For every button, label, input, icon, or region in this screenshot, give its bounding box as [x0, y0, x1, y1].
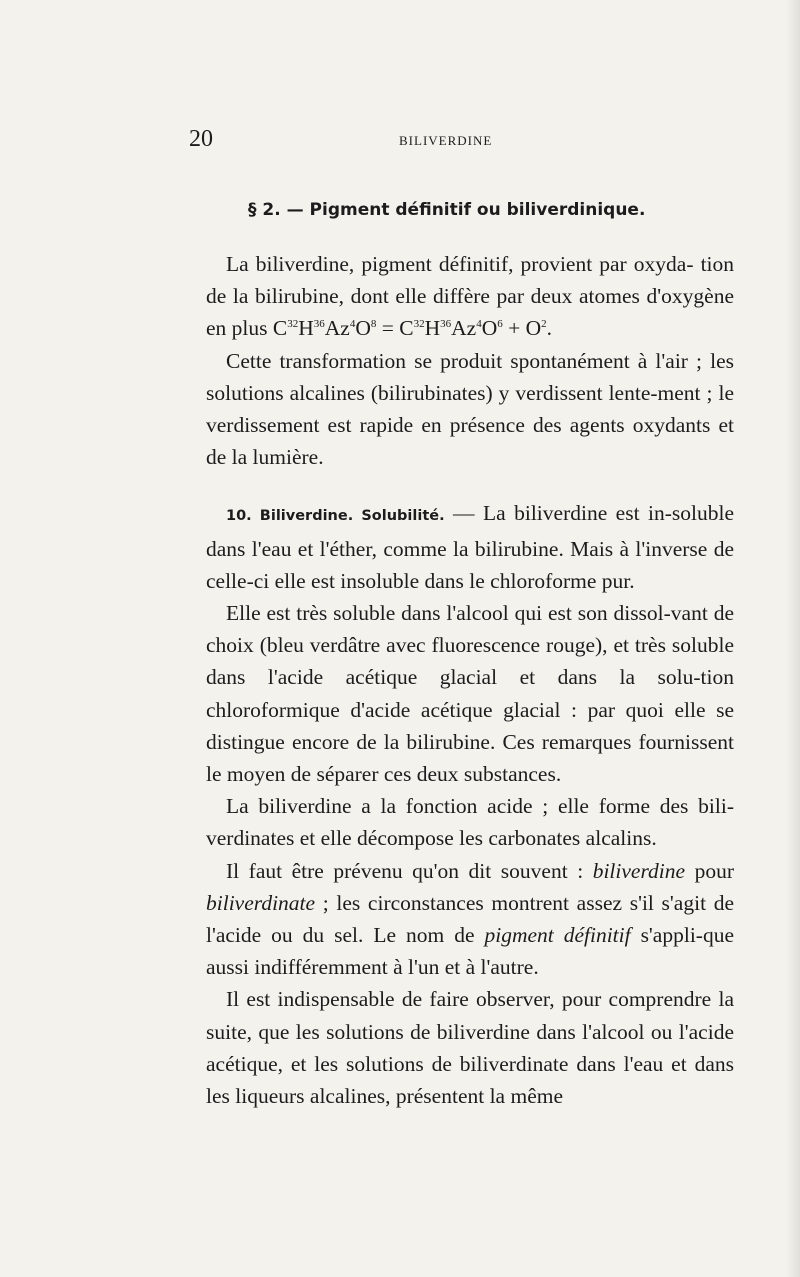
term-biliverdinate: biliverdinate: [206, 890, 316, 915]
paragraph-alcool: Elle est très soluble dans l'alcool qui est son dissol-vant de choix (bleu verdâtre avec fluorescence rouge), et très soluble dans l'acide acétique glacial et dans la solu-tion chloroformique d'acide acétique glacial : par quoi elle se distingue encore de la bilirubine. Ces remarques fournissent le moyen de séparer ces deux substances.: [206, 601, 734, 787]
paragraph-remarque: Il est indispensable de faire observer, pour comprendre la suite, que les solutions de biliverdine dans l'alcool ou l'acide acétique, et les solutions de biliverdinate dans l'eau et dans les liqueurs alcalines, présentent la même: [206, 987, 734, 1109]
p1-line2: tion de la bilirubine, dont elle diffère par deux atomes: [206, 252, 735, 309]
body-text: [206, 248, 734, 1112]
solubilite-text: La biliverdine est in-soluble dans l'eau et l'éther, comme la bilirubine. Mais à l'inverse de celle-ci elle est insoluble dans le chloroforme pur.: [206, 501, 734, 593]
term-biliverdine: biliverdine: [592, 858, 686, 883]
paragraph-transformation: Cette transformation se produit spontanément à l'air ; les solutions alcalines (bilirubinates) y verdissent lente-ment ; le verdissement est rapide en présence des agents oxydants et de la lumière.: [206, 348, 734, 470]
paragraph-acide: La biliverdine a la fonction acide ; elle forme des bili-verdinates et elle décompose les carbonates alcalins.: [206, 794, 734, 851]
paragraph-oxydation: [206, 248, 734, 345]
page-number: 20: [189, 126, 213, 152]
term-pigment-definitif: pigment définitif: [484, 923, 631, 948]
p1-line1: La biliverdine, pigment définitif, provient par oxyda-: [226, 252, 694, 276]
chemical-formula: $C^{32}H^{36}Az^4O^8 = C^{32}H^{36}Az^4O^6 + O^2$.: [272, 316, 553, 341]
page-edge-shadow: [786, 0, 800, 1277]
subsection-heading: 10. Biliverdine. Solubilité.: [226, 508, 445, 525]
paragraph-solubilite: [206, 497, 734, 597]
p1-formula-prefix: d'oxygène en plus: [206, 284, 734, 341]
paragraph-terminologie: Il faut être prévenu qu'on dit souvent : biliverdine pour biliverdinate ; les circonstances montrent assez s'il s'agit de l'acide ou du sel. Le nom de pigment définitif s'appli-que aussi indifféremment à l'un et à l'autre.: [206, 858, 734, 980]
heading-dash: —: [444, 501, 483, 526]
section-title: § 2. — Pigment définitif ou biliverdinique.: [248, 200, 646, 220]
running-title: BILIVERDINE: [399, 133, 493, 148]
